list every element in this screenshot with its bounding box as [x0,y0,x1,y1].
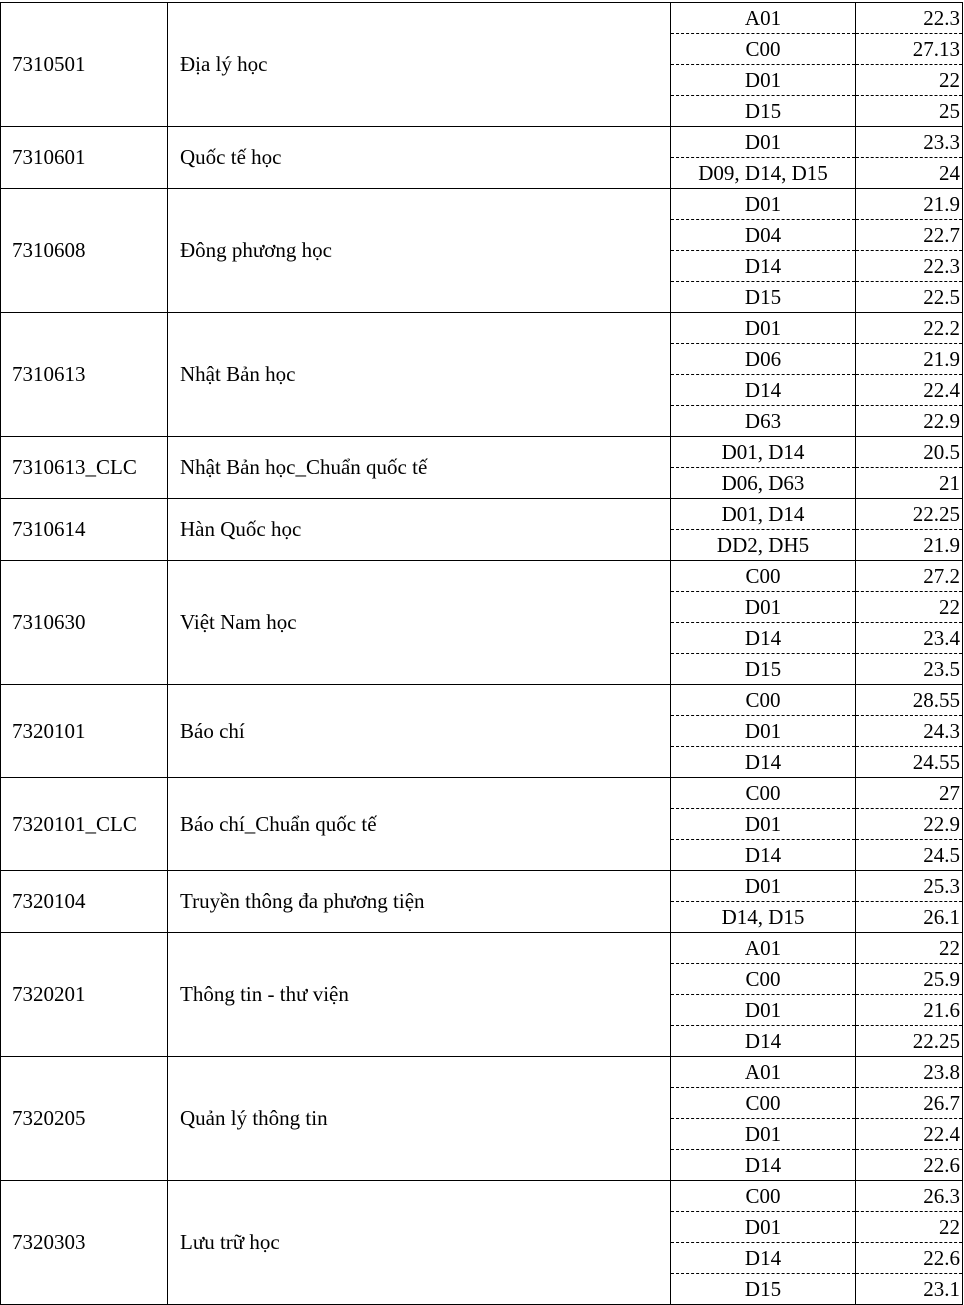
cutoff-score: 24 [856,158,963,189]
cutoff-score: 22.4 [856,375,963,406]
subject-combination: D15 [671,282,856,313]
cutoff-score: 22.7 [856,220,963,251]
subject-combination: D14 [671,840,856,871]
subject-combination: D14, D15 [671,902,856,933]
major-code: 7320303 [1,1181,168,1305]
major-name: Hàn Quốc học [168,499,671,561]
table-row [1,189,963,220]
cutoff-score: 23.5 [856,654,963,685]
major-name: Thông tin - thư viện [168,933,671,1057]
major-name: Đông phương học [168,189,671,313]
subject-combination: A01 [671,1057,856,1088]
score-table [0,2,963,1305]
subject-combination: C00 [671,561,856,592]
major-code: 7310630 [1,561,168,685]
table-row [1,313,963,344]
subject-combination: D14 [671,747,856,778]
subject-combination: D01 [671,809,856,840]
major-name: Báo chí [168,685,671,778]
cutoff-score: 22 [856,65,963,96]
cutoff-score: 21.9 [856,344,963,375]
subject-combination: D01 [671,871,856,902]
major-name: Lưu trữ học [168,1181,671,1305]
subject-combination: C00 [671,778,856,809]
major-code: 7320201 [1,933,168,1057]
subject-combination: D15 [671,654,856,685]
major-name: Truyền thông đa phương tiện [168,871,671,933]
subject-combination: D01 [671,189,856,220]
cutoff-score: 22 [856,933,963,964]
cutoff-score: 23.8 [856,1057,963,1088]
subject-combination: D01 [671,1119,856,1150]
cutoff-score: 26.7 [856,1088,963,1119]
cutoff-score: 23.4 [856,623,963,654]
cutoff-score: 22.4 [856,1119,963,1150]
cutoff-score: 21 [856,468,963,499]
score-table-body [1,3,963,1305]
major-code: 7310613_CLC [1,437,168,499]
cutoff-score: 27 [856,778,963,809]
subject-combination: A01 [671,3,856,34]
major-code: 7320101_CLC [1,778,168,871]
major-code: 7320104 [1,871,168,933]
cutoff-score: 24.3 [856,716,963,747]
subject-combination: D15 [671,1274,856,1305]
cutoff-score: 28.55 [856,685,963,716]
cutoff-score: 24.55 [856,747,963,778]
cutoff-score: 21.9 [856,189,963,220]
major-name: Báo chí_Chuẩn quốc tế [168,778,671,871]
cutoff-score: 23.1 [856,1274,963,1305]
cutoff-score: 22.3 [856,3,963,34]
major-code: 7320101 [1,685,168,778]
subject-combination: D14 [671,251,856,282]
subject-combination: D04 [671,220,856,251]
cutoff-score: 25 [856,96,963,127]
subject-combination: D14 [671,1243,856,1274]
table-row [1,3,963,34]
cutoff-score: 26.3 [856,1181,963,1212]
cutoff-score: 22 [856,1212,963,1243]
cutoff-score: 27.13 [856,34,963,65]
table-row [1,871,963,902]
major-code: 7310601 [1,127,168,189]
subject-combination: D15 [671,96,856,127]
subject-combination: D14 [671,375,856,406]
subject-combination: D01 [671,716,856,747]
table-row [1,1181,963,1212]
cutoff-score: 27.2 [856,561,963,592]
subject-combination: C00 [671,964,856,995]
subject-combination: D09, D14, D15 [671,158,856,189]
cutoff-score: 25.3 [856,871,963,902]
subject-combination: D01, D14 [671,499,856,530]
subject-combination: D01, D14 [671,437,856,468]
cutoff-score: 22 [856,592,963,623]
cutoff-score: 22.5 [856,282,963,313]
major-code: 7310608 [1,189,168,313]
subject-combination: D63 [671,406,856,437]
subject-combination: D01 [671,127,856,158]
cutoff-score: 22.6 [856,1150,963,1181]
subject-combination: A01 [671,933,856,964]
cutoff-score: 20.5 [856,437,963,468]
cutoff-score: 22.25 [856,1026,963,1057]
subject-combination: D01 [671,65,856,96]
subject-combination: D14 [671,1150,856,1181]
major-name: Việt Nam học [168,561,671,685]
cutoff-score: 22.9 [856,809,963,840]
subject-combination: D14 [671,623,856,654]
major-code: 7310501 [1,3,168,127]
major-name: Nhật Bản học_Chuẩn quốc tế [168,437,671,499]
major-name: Quản lý thông tin [168,1057,671,1181]
cutoff-score: 23.3 [856,127,963,158]
table-row [1,561,963,592]
subject-combination: D14 [671,1026,856,1057]
cutoff-score: 22.2 [856,313,963,344]
subject-combination: C00 [671,34,856,65]
major-code: 7310613 [1,313,168,437]
major-code: 7320205 [1,1057,168,1181]
table-row [1,437,963,468]
subject-combination: D01 [671,1212,856,1243]
subject-combination: C00 [671,1181,856,1212]
table-row [1,127,963,158]
cutoff-score: 22.9 [856,406,963,437]
major-code: 7310614 [1,499,168,561]
cutoff-score: 24.5 [856,840,963,871]
subject-combination: C00 [671,685,856,716]
table-row [1,778,963,809]
major-name: Địa lý học [168,3,671,127]
cutoff-score: 22.25 [856,499,963,530]
major-name: Quốc tế học [168,127,671,189]
subject-combination: DD2, DH5 [671,530,856,561]
subject-combination: D01 [671,313,856,344]
cutoff-score: 21.9 [856,530,963,561]
subject-combination: C00 [671,1088,856,1119]
major-name: Nhật Bản học [168,313,671,437]
cutoff-score: 22.6 [856,1243,963,1274]
table-row [1,1057,963,1088]
subject-combination: D06, D63 [671,468,856,499]
subject-combination: D06 [671,344,856,375]
subject-combination: D01 [671,995,856,1026]
cutoff-score: 21.6 [856,995,963,1026]
table-row [1,933,963,964]
table-row [1,499,963,530]
subject-combination: D01 [671,592,856,623]
cutoff-score: 22.3 [856,251,963,282]
table-row [1,685,963,716]
cutoff-score: 25.9 [856,964,963,995]
cutoff-score: 26.1 [856,902,963,933]
